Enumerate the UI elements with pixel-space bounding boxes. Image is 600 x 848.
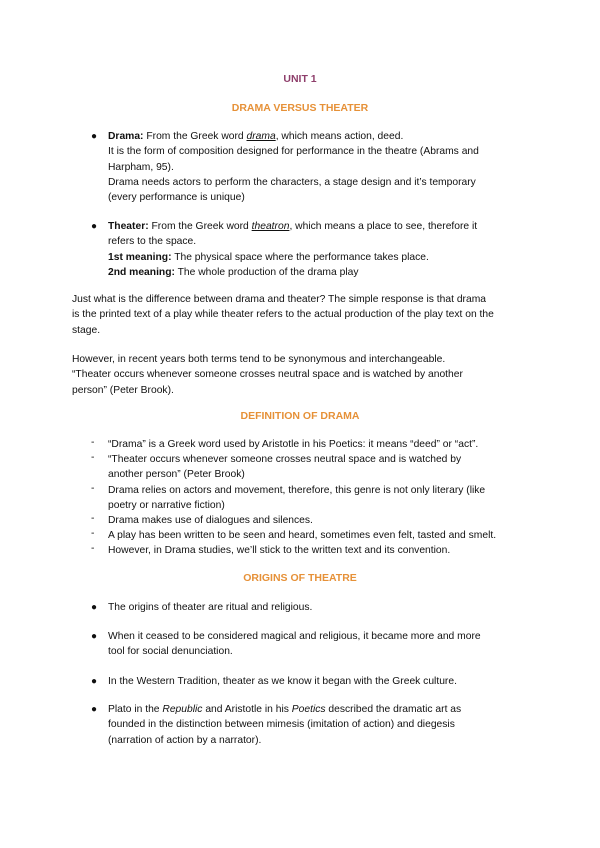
text: and Aristotle in his xyxy=(202,704,292,715)
item-line: In the Western Tradition, theater as we know it began with the Greek culture. xyxy=(108,676,457,687)
theater-definition xyxy=(108,219,477,280)
definition-item xyxy=(108,437,478,452)
text: , which means a place to see, therefore it xyxy=(289,221,478,232)
text: , which means action, deed. xyxy=(275,131,404,142)
item-line: poetry or narrative fiction) xyxy=(108,500,225,512)
theater-meaning-1 xyxy=(108,250,477,265)
section-heading-definition-of-drama: DEFINITION OF DRAMA xyxy=(240,410,360,422)
unit-title: UNIT 1 xyxy=(283,73,317,85)
drama-line: It is the form of composition designed for performance in the theatre (Abrams and xyxy=(108,146,479,158)
item-line: The origins of theater are ritual and religious. xyxy=(108,602,313,613)
dash-icon: - xyxy=(91,437,95,448)
paragraph-line: stage. xyxy=(72,324,101,336)
item-line: When it ceased to be considered magical and religious, it became more and more xyxy=(108,631,481,642)
drama-intro-line xyxy=(108,129,479,144)
definition-item xyxy=(108,483,485,514)
definition-item xyxy=(108,452,461,483)
item-line: “Theater occurs whenever someone crosses neutral space and is watched by xyxy=(108,454,462,465)
theater-meaning-2 xyxy=(108,265,477,280)
origins-item xyxy=(108,629,481,660)
paragraph-synonymous xyxy=(72,352,463,398)
paragraph-line: person” (Peter Brook). xyxy=(72,384,174,396)
paragraph-line: However, in recent years both terms tend to be synonymous and interchangeable. xyxy=(72,354,446,365)
text: The physical space where the performance takes place. xyxy=(171,251,429,263)
theater-label: Theater: xyxy=(108,221,149,232)
origins-item xyxy=(108,600,312,615)
drama-line: Drama needs actors to perform the characters, a stage design and it’s temporary xyxy=(108,176,476,188)
paragraph-line: “Theater occurs whenever someone crosses neutral space and is watched by another xyxy=(72,369,463,381)
section-heading-drama-vs-theater: DRAMA VERSUS THEATER xyxy=(231,102,369,114)
paragraph-difference xyxy=(72,292,494,338)
bullet-icon: ● xyxy=(91,676,98,687)
dash-icon: - xyxy=(91,483,95,494)
item-line: founded in the distinction between mimesis (imitation of action) and diegesis xyxy=(108,719,455,731)
paragraph-line: Just what is the difference between drama and theater? The simple response is that drama xyxy=(72,294,487,305)
drama-line: (every performance is unique) xyxy=(108,192,245,204)
item-line: tool for social denunciation. xyxy=(108,646,233,658)
item-line: However, in Drama studies, we’ll stick to the written text and its convention. xyxy=(108,545,451,556)
item-line: Drama makes use of dialogues and silences. xyxy=(108,515,313,526)
item-line: “Drama” is a Greek word used by Aristotle in his Poetics: it means “deed” or “act”. xyxy=(108,439,479,450)
dash-icon: - xyxy=(91,513,95,524)
item-line: another person” (Peter Brook) xyxy=(108,469,245,481)
dash-icon: - xyxy=(91,543,95,554)
item-line: (narration of action by a narrator). xyxy=(108,734,262,746)
bullet-icon: ● xyxy=(91,602,98,613)
drama-definition xyxy=(108,129,479,205)
bullet-icon: ● xyxy=(91,221,98,232)
text: The whole production of the drama play xyxy=(174,266,359,278)
drama-word: drama xyxy=(246,131,276,142)
paragraph-line: is the printed text of a play while theater refers to the actual production of the play text on the xyxy=(72,309,494,321)
definition-item xyxy=(108,543,450,558)
definition-item xyxy=(108,513,313,528)
bullet-icon: ● xyxy=(91,131,98,142)
meaning-label: 1st meaning: xyxy=(108,251,172,263)
text: From the Greek word xyxy=(146,131,247,142)
text: From the Greek word xyxy=(151,221,252,232)
origins-item xyxy=(108,702,461,748)
item-line: Drama relies on actors and movement, therefore, this genre is not only literary (like xyxy=(108,485,486,496)
item-line xyxy=(108,702,461,717)
origins-item xyxy=(108,674,457,689)
section-heading-origins-of-theatre: ORIGINS OF THEATRE xyxy=(243,572,357,584)
republic-title: Republic xyxy=(162,704,203,715)
bullet-icon: ● xyxy=(91,704,98,715)
dash-icon: - xyxy=(91,452,95,463)
item-line: A play has been written to be seen and heard, sometimes even felt, tasted and smelt. xyxy=(108,530,497,541)
theatron-word: theatron xyxy=(251,221,290,232)
drama-line: Harpham, 95). xyxy=(108,161,174,173)
drama-label: Drama: xyxy=(108,131,144,142)
text: Plato in the xyxy=(108,704,163,715)
meaning-label: 2nd meaning: xyxy=(108,266,175,278)
poetics-title: Poetics xyxy=(291,704,326,715)
theater-intro-line xyxy=(108,219,477,234)
definition-item xyxy=(108,528,496,543)
dash-icon: - xyxy=(91,528,95,539)
text: described the dramatic art as xyxy=(325,704,462,715)
theater-line: refers to the space. xyxy=(108,236,197,248)
bullet-icon: ● xyxy=(91,631,98,642)
